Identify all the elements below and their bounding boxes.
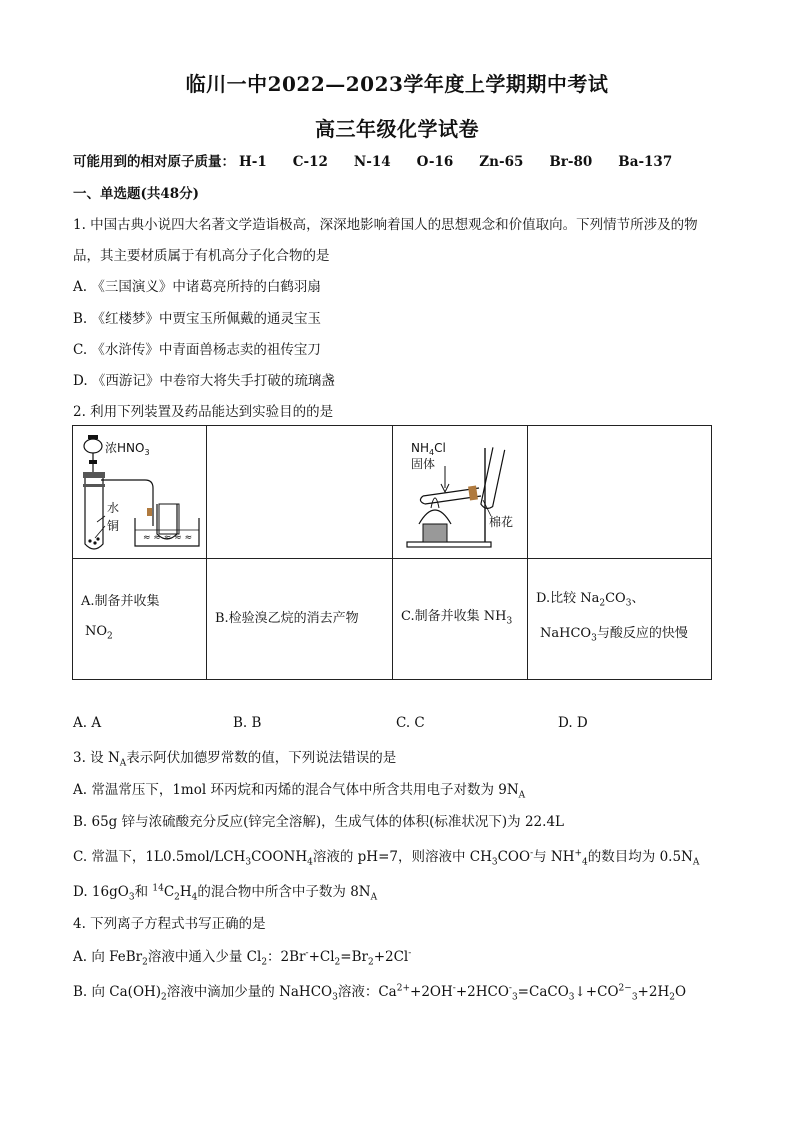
apparatus-c-cell <box>393 426 528 559</box>
atomic-mass-item: Ba-137 <box>618 154 673 170</box>
caption-d-line1: D.比较 $Na_2CO_3$、 <box>536 591 645 609</box>
q3-option-a: A. 常温常压下，1mol 环丙烷和丙烯的混合气体中所含共用电子对数为 $9N_A$ <box>73 782 526 801</box>
svg-text:≈ ≈ ≈ ≈ ≈: ≈ ≈ ≈ ≈ ≈ <box>143 533 193 543</box>
caption-c: C.制备并收集 $NH_3$ <box>401 608 513 627</box>
q1-option-c: C. 《水浒传》中青面兽杨志卖的祖传宝刀 <box>73 342 321 358</box>
q4-option-a: A. 向 FeBr$_2$溶液中通入少量 $Cl_2$：$2Br^-+Cl_2=Br_2+2Cl^-$ <box>73 948 412 968</box>
q3-stem: 3. 设 $N_A$表示阿伏加德罗常数的值，下列说法错误的是 <box>73 750 397 769</box>
section-heading: 一、单选题(共48分) <box>73 186 200 202</box>
atomic-mass-item: H-1 <box>239 154 267 170</box>
cotton-label: 棉花 <box>489 515 514 529</box>
copper-label: 铜 <box>107 519 120 533</box>
q2-option-b: B. B <box>233 715 262 731</box>
q1-option-b: B. 《红楼梦》中贾宝玉所佩戴的通灵宝玉 <box>73 311 322 327</box>
no2-apparatus-diagram <box>73 426 205 554</box>
q1-stem-line2: 品，其主要材质属于有机高分子化合物的是 <box>73 248 330 264</box>
nh3-apparatus-diagram <box>393 426 527 554</box>
atomic-mass-item: N-14 <box>353 154 391 170</box>
caption-b: B.检验溴乙烷的消去产物 <box>215 611 359 626</box>
caption-c-cell <box>393 559 528 680</box>
apparatus-d-cell <box>528 426 712 559</box>
apparatus-a-cell <box>73 426 207 559</box>
q4-stem: 4. 下列离子方程式书写正确的是 <box>73 916 266 932</box>
q3-option-d: D. $16gO_3$和 $^{14}C_2H_4$的混合物中所含中子数为 $8N_A$ <box>73 883 378 903</box>
q2-option-c: C. C <box>396 715 425 731</box>
apparatus-b-cell <box>207 426 393 559</box>
atomic-mass-label: 可能用到的相对原子质量： <box>73 154 235 170</box>
acid-label: 浓$HNO_3$ <box>105 441 150 457</box>
exam-title: 临川一中2022—2023学年度上学期期中考试 <box>185 72 609 96</box>
caption-d-line2: NaHCO$_3$与酸反应的快慢 <box>540 626 688 644</box>
atomic-mass-line <box>73 150 698 170</box>
q1-stem-line1: 1. 中国古典小说四大名著文学造诣极高，深深地影响着国人的思想观念和价值取向。下列情节所涉及的物 <box>73 217 698 233</box>
apparatus-table <box>72 425 712 680</box>
solid-label: 固体 <box>411 457 436 471</box>
caption-a-line2: $NO_2$ <box>85 623 113 642</box>
atomic-mass-item: O-16 <box>416 154 454 170</box>
q2-option-d: D. D <box>558 715 588 731</box>
q4-option-b: B. 向 $Ca(OH)_2$溶液中滴加少量的 NaHCO$_3$溶液：$Ca^{2+}+2OH^-+2HCO^-_3=CaCO_3↓+CO^{2-}_3+2H_2O$ <box>73 983 687 1003</box>
q2-stem: 2. 利用下列装置及药品能达到实验目的的是 <box>73 404 334 420</box>
atomic-mass-item: C-12 <box>292 154 328 170</box>
q3-option-c: C. 常温下，$1L0.5mol/LCH_3COONH_4$溶液的 pH=7，则溶液中 $CH_3COO^-$与 $NH^+_4$的数目均为 $0.5N_A$ <box>73 848 700 868</box>
atomic-mass-item: Zn-65 <box>479 154 524 170</box>
q1-option-a: A. 《三国演义》中诸葛亮所持的白鹤羽扇 <box>73 279 321 295</box>
q3-option-b: B. 65g 锌与浓硫酸充分反应(锌完全溶解)，生成气体的体积(标准状况下)为 22.4L <box>73 814 564 830</box>
q2-option-a: A. A <box>73 715 102 731</box>
caption-d-cell <box>528 559 712 680</box>
caption-a-cell <box>73 559 207 680</box>
water-label: 水 <box>107 501 120 515</box>
caption-b-cell <box>207 559 393 680</box>
q1-option-d: D. 《西游记》中卷帘大将失手打破的琉璃盏 <box>73 373 335 389</box>
caption-a-line1: A.制备并收集 <box>81 593 160 609</box>
atomic-mass-item: Br-80 <box>549 154 593 170</box>
exam-subtitle: 高三年级化学试卷 <box>315 117 479 141</box>
reagent-label: $NH_4Cl$ <box>411 441 446 457</box>
